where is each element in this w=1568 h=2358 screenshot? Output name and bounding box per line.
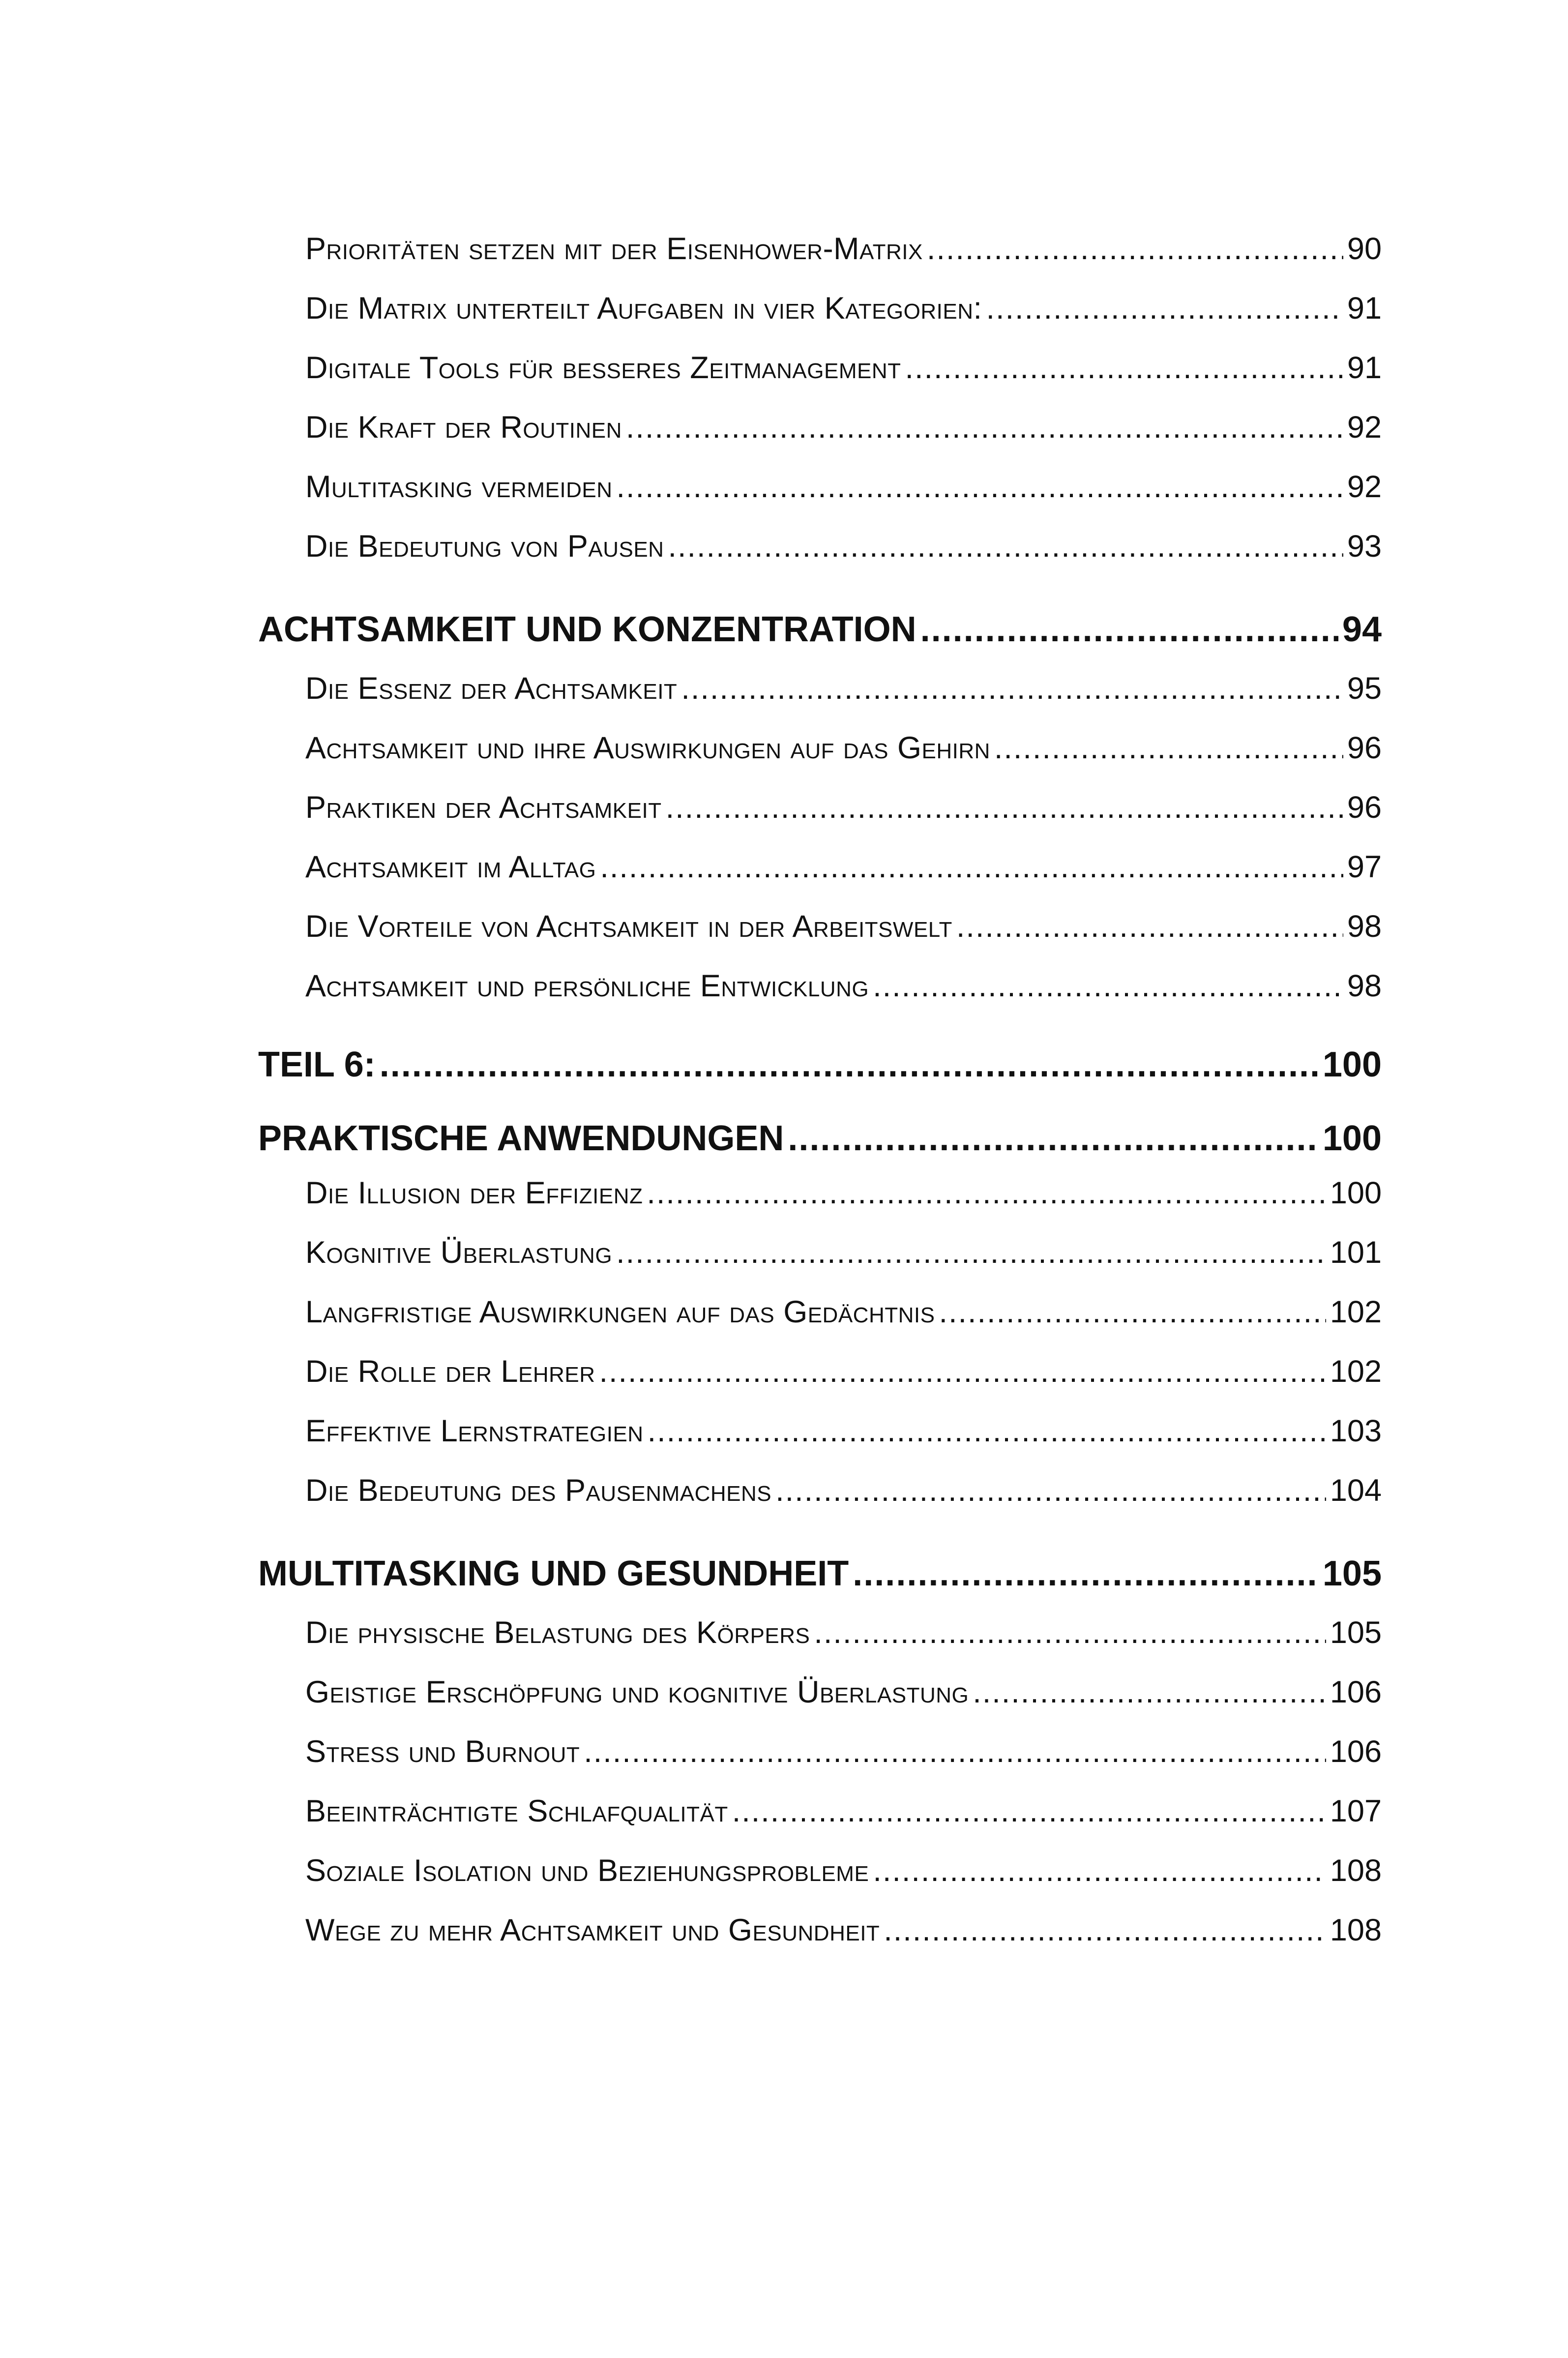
toc-entry[interactable] — [258, 1413, 1382, 1473]
toc-section-heading[interactable] — [258, 1102, 1382, 1175]
toc-entry-title: Die Rolle der Lehrer — [305, 1354, 595, 1389]
toc-page-number: 98 — [1347, 969, 1382, 1003]
dot-leader — [873, 968, 1343, 1004]
toc-entry-title: Die Bedeutung von Pausen — [305, 529, 664, 564]
toc-entry[interactable] — [258, 1615, 1382, 1674]
dot-leader — [814, 1615, 1326, 1650]
dot-leader — [905, 350, 1343, 386]
toc-entry-title: Multitasking vermeiden — [305, 470, 613, 504]
toc-page-number: 103 — [1330, 1414, 1382, 1448]
toc-page-number: 93 — [1347, 529, 1382, 564]
dot-leader — [648, 1413, 1326, 1449]
toc-entry[interactable] — [258, 1793, 1382, 1853]
dot-leader — [681, 671, 1343, 706]
toc-entry-title: Stress und Burnout — [305, 1734, 580, 1769]
toc-page-number: 96 — [1347, 731, 1382, 765]
toc-entry-title: Praktiken der Achtsamkeit — [305, 790, 662, 825]
toc-entry[interactable] — [258, 1734, 1382, 1793]
dot-leader — [732, 1793, 1326, 1829]
dot-leader — [973, 1674, 1326, 1710]
toc-entry-title: Digitale Tools für besseres Zeitmanagement — [305, 351, 901, 385]
toc-page-number: 106 — [1330, 1675, 1382, 1709]
toc-page-number: 106 — [1330, 1734, 1382, 1769]
toc-section-heading[interactable] — [258, 1028, 1382, 1102]
toc-page-number: 101 — [1330, 1235, 1382, 1270]
toc-entry[interactable] — [258, 1354, 1382, 1413]
toc-entry[interactable] — [258, 909, 1382, 968]
toc-entry-title: Kognitive Überlastung — [305, 1235, 613, 1270]
toc-entry-title: Soziale Isolation und Beziehungsprobleme — [305, 1853, 869, 1888]
toc-entry-title: Achtsamkeit im Alltag — [305, 850, 596, 884]
toc-entry-title: Beeinträchtigte Schlafqualität — [305, 1794, 728, 1828]
toc-page-number: 100 — [1330, 1176, 1382, 1210]
dot-leader — [853, 1553, 1319, 1594]
dot-leader — [616, 1235, 1326, 1270]
dot-leader — [380, 1045, 1319, 1085]
toc-entry[interactable] — [258, 469, 1382, 529]
toc-entry-title: Prioritäten setzen mit der Eisenhower-Matrix — [305, 232, 923, 266]
toc-page-number: 95 — [1347, 671, 1382, 706]
toc-entry-title: ACHTSAMKEIT UND KONZENTRATION — [258, 610, 917, 649]
toc-entry-title: TEIL 6: — [258, 1045, 376, 1084]
dot-leader — [927, 231, 1343, 267]
dot-leader — [600, 849, 1343, 885]
toc-page-number: 105 — [1330, 1615, 1382, 1650]
toc-entry-title: Langfristige Auswirkungen auf das Gedächtnis — [305, 1295, 935, 1329]
toc-page-number: 107 — [1330, 1794, 1382, 1828]
dot-leader — [668, 529, 1343, 564]
toc-section-heading[interactable] — [258, 1532, 1382, 1615]
toc-page-number: 96 — [1347, 790, 1382, 825]
toc-entry-title: Wege zu mehr Achtsamkeit und Gesundheit — [305, 1913, 880, 1947]
dot-leader — [599, 1354, 1326, 1389]
toc-entry[interactable] — [258, 350, 1382, 410]
toc-page-number: 92 — [1347, 470, 1382, 504]
toc-page-number: 97 — [1347, 850, 1382, 884]
toc-entry[interactable] — [258, 1235, 1382, 1294]
toc-entry[interactable] — [258, 1175, 1382, 1235]
dot-leader — [617, 469, 1343, 505]
toc-entry-title: PRAKTISCHE ANWENDUNGEN — [258, 1119, 784, 1158]
dot-leader — [775, 1473, 1326, 1508]
toc-page-number: 94 — [1342, 610, 1382, 649]
toc-entry-title: Die Matrix unterteilt Aufgaben in vier Kategorien: — [305, 291, 982, 326]
dot-leader — [873, 1853, 1326, 1888]
toc-page-number: 100 — [1322, 1045, 1382, 1084]
toc-entry-title: Die Vorteile von Achtsamkeit in der Arbeitswelt — [305, 909, 952, 944]
toc-entry[interactable] — [258, 1674, 1382, 1734]
toc-page-number: 105 — [1322, 1554, 1382, 1593]
toc-entry[interactable] — [258, 291, 1382, 350]
toc-page-number: 108 — [1330, 1913, 1382, 1947]
toc-page-number: 108 — [1330, 1853, 1382, 1888]
toc-page-number: 92 — [1347, 410, 1382, 445]
dot-leader — [920, 609, 1338, 650]
table-of-contents — [258, 231, 1382, 1972]
toc-entry-title: Die Bedeutung des Pausenmachens — [305, 1473, 772, 1508]
toc-entry-title: Die Essenz der Achtsamkeit — [305, 671, 678, 706]
toc-entry-title: MULTITASKING UND GESUNDHEIT — [258, 1554, 849, 1593]
toc-entry-title: Geistige Erschöpfung und kognitive Überlastung — [305, 1675, 969, 1709]
toc-entry[interactable] — [258, 1473, 1382, 1532]
toc-page-number: 90 — [1347, 232, 1382, 266]
toc-page-number: 91 — [1347, 351, 1382, 385]
toc-entry[interactable] — [258, 1294, 1382, 1354]
toc-entry[interactable] — [258, 671, 1382, 730]
dot-leader — [647, 1175, 1326, 1211]
toc-page-number: 104 — [1330, 1473, 1382, 1508]
toc-entry[interactable] — [258, 1853, 1382, 1912]
dot-leader — [956, 909, 1343, 944]
toc-entry[interactable] — [258, 968, 1382, 1028]
dot-leader — [788, 1118, 1319, 1159]
dot-leader — [986, 291, 1343, 326]
toc-entry-title: Effektive Lernstrategien — [305, 1414, 644, 1448]
dot-leader — [884, 1912, 1326, 1948]
toc-page-number: 91 — [1347, 291, 1382, 326]
toc-page-number: 102 — [1330, 1354, 1382, 1389]
toc-entry[interactable] — [258, 730, 1382, 790]
dot-leader — [584, 1734, 1326, 1769]
toc-entry[interactable] — [258, 849, 1382, 909]
toc-entry[interactable] — [258, 410, 1382, 469]
toc-entry-title: Die Illusion der Effizienz — [305, 1176, 643, 1210]
toc-entry-title: Achtsamkeit und persönliche Entwicklung — [305, 969, 869, 1003]
toc-entry-title: Die physische Belastung des Körpers — [305, 1615, 810, 1650]
toc-entry-title: Die Kraft der Routinen — [305, 410, 622, 445]
toc-entry[interactable] — [258, 1912, 1382, 1972]
toc-page-number: 102 — [1330, 1295, 1382, 1329]
dot-leader — [626, 410, 1343, 445]
toc-page-number: 100 — [1322, 1119, 1382, 1158]
dot-leader — [939, 1294, 1326, 1330]
toc-entry[interactable] — [258, 790, 1382, 849]
toc-section-heading[interactable] — [258, 588, 1382, 671]
dot-leader — [994, 730, 1343, 766]
toc-entry[interactable] — [258, 529, 1382, 588]
toc-entry[interactable] — [258, 231, 1382, 291]
dot-leader — [666, 790, 1343, 825]
toc-page-number: 98 — [1347, 909, 1382, 944]
toc-entry-title: Achtsamkeit und ihre Auswirkungen auf das Gehirn — [305, 731, 990, 765]
